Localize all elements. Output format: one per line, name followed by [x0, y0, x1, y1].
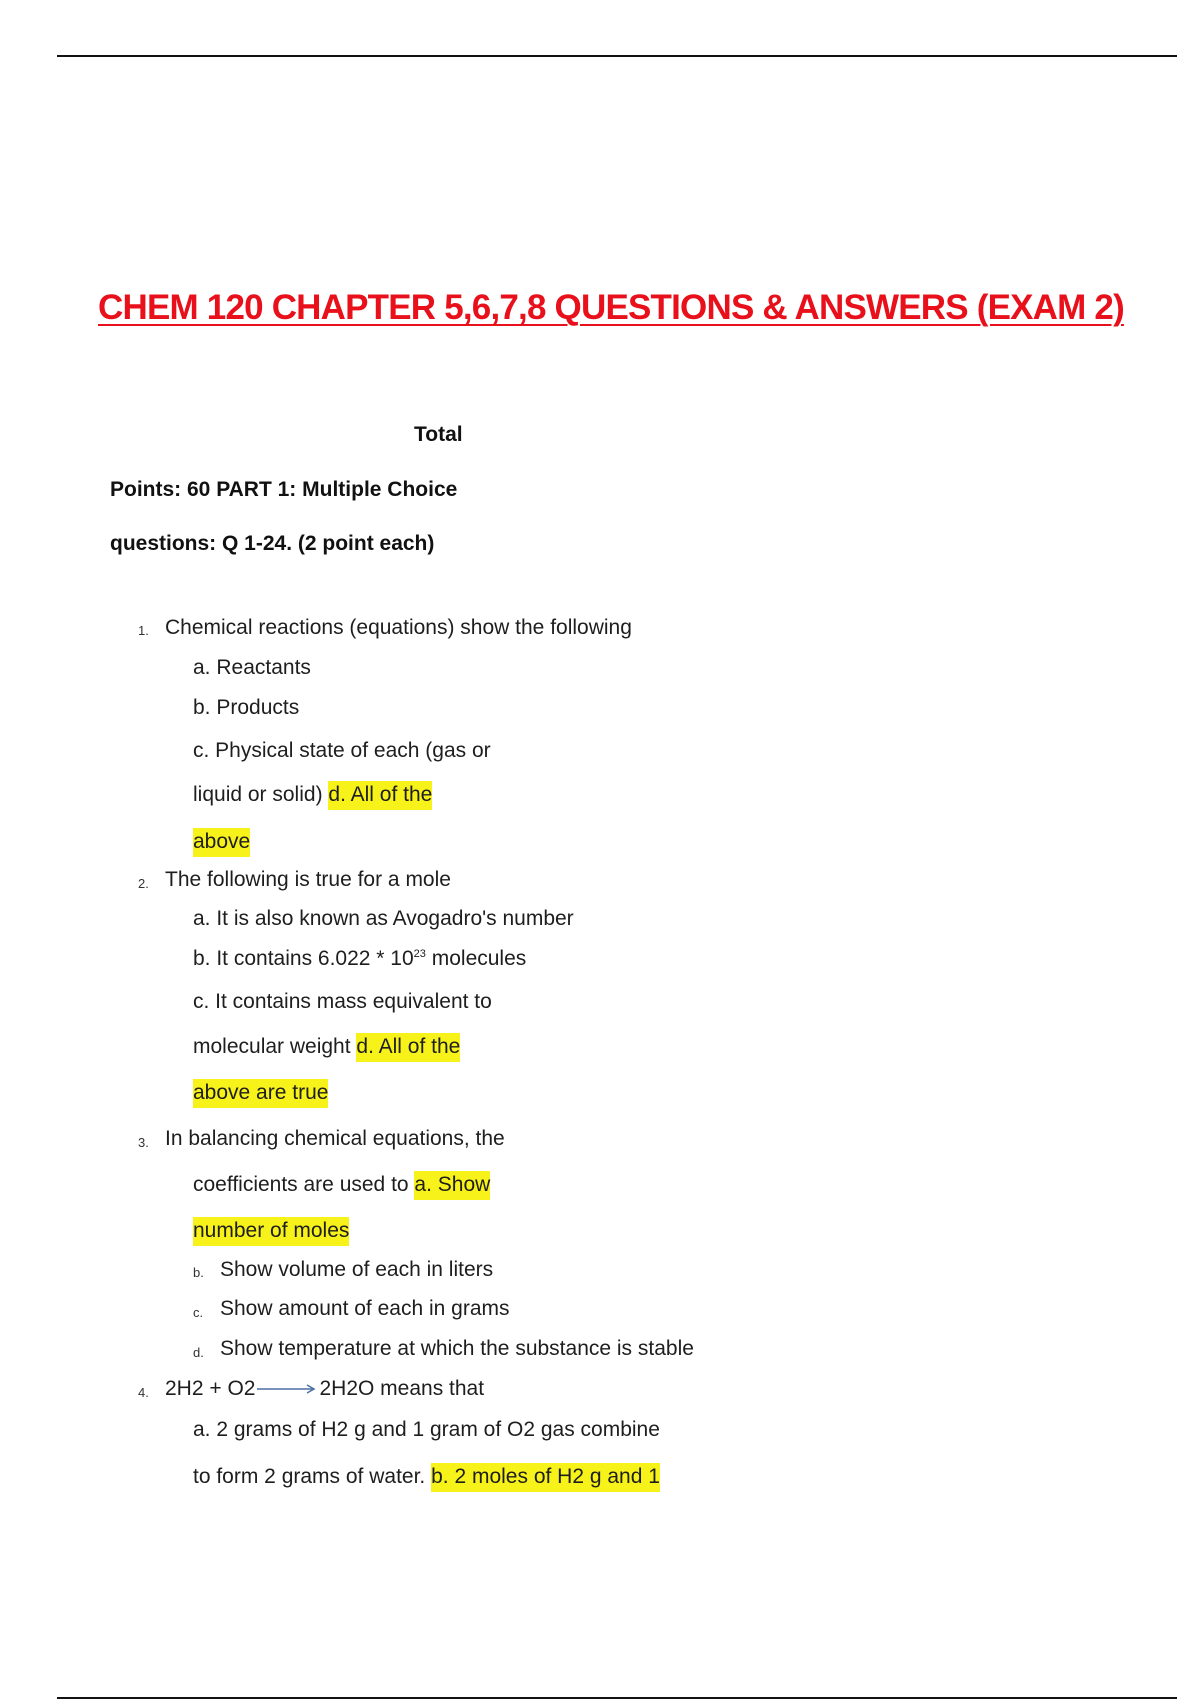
- option-c: Show amount of each in grams: [220, 1297, 510, 1320]
- answer-highlight: above: [193, 828, 250, 857]
- answer-highlight: above are true: [193, 1079, 328, 1108]
- equation-reactants: 2H2 + O2: [165, 1377, 256, 1400]
- question-number: 4.: [138, 1385, 149, 1400]
- question-stem: In balancing chemical equations, the: [165, 1127, 505, 1150]
- option-b-unit: molecules: [425, 947, 527, 970]
- option-a: a. It is also known as Avogadro's number: [193, 907, 574, 930]
- option-b-letter: b.: [193, 1265, 204, 1280]
- answer-highlight: number of moles: [193, 1217, 349, 1246]
- answer-highlight: a. Show: [414, 1171, 490, 1200]
- option-b: b. Products: [193, 696, 300, 719]
- question-number: 1.: [138, 623, 149, 638]
- option-c-continued: [193, 1035, 460, 1059]
- question-stem: The following is true for a mole: [165, 868, 451, 891]
- option-a-text: to form 2 grams of water.: [193, 1465, 426, 1488]
- header-questions: questions: Q 1-24. (2 point each): [110, 532, 435, 555]
- answer-highlight: b. 2 moles of H2 g and 1: [431, 1463, 660, 1492]
- bottom-rule: [57, 1697, 1177, 1699]
- option-b: [193, 947, 526, 971]
- option-b-text: b. It contains 6.022 * 10: [193, 947, 414, 970]
- option-c: c. Physical state of each (gas or: [193, 739, 491, 762]
- answer-highlight: d. All of the: [356, 1033, 460, 1062]
- answer-highlight: d. All of the: [328, 781, 432, 810]
- answer-continued: [193, 830, 250, 854]
- question-stem: Chemical reactions (equations) show the following: [165, 616, 632, 639]
- reaction-arrow-icon: [257, 1383, 317, 1395]
- header-points: Points: 60 PART 1: Multiple Choice: [110, 478, 458, 501]
- question-number: 2.: [138, 876, 149, 891]
- option-c-letter: c.: [193, 1305, 204, 1320]
- option-c-text: liquid or solid): [193, 783, 323, 806]
- document-title: CHEM 120 CHAPTER 5,6,7,8 QUESTIONS & ANSWERS (EXAM 2): [98, 288, 1124, 327]
- answer-continued: [193, 1081, 328, 1105]
- option-d: Show temperature at which the substance is stable: [220, 1337, 694, 1360]
- equation-products: 2H2O means that: [319, 1377, 485, 1400]
- option-d-letter: d.: [193, 1345, 204, 1360]
- option-b: Show volume of each in liters: [220, 1258, 494, 1281]
- question-number: 3.: [138, 1135, 149, 1150]
- option-a: a. 2 grams of H2 g and 1 gram of O2 gas combine: [193, 1418, 660, 1441]
- option-a-continued: [193, 1465, 660, 1489]
- option-c-continued: [193, 783, 432, 807]
- stem-text: coefficients are used to: [193, 1173, 409, 1196]
- header-total: Total: [414, 423, 463, 446]
- top-rule: [57, 55, 1177, 57]
- exponent: 23: [413, 948, 426, 960]
- question-stem: [165, 1377, 484, 1401]
- answer-continued: [193, 1219, 349, 1243]
- question-stem-continued: [193, 1173, 490, 1197]
- option-c-text: molecular weight: [193, 1035, 351, 1058]
- option-c: c. It contains mass equivalent to: [193, 990, 492, 1013]
- option-a: a. Reactants: [193, 656, 311, 679]
